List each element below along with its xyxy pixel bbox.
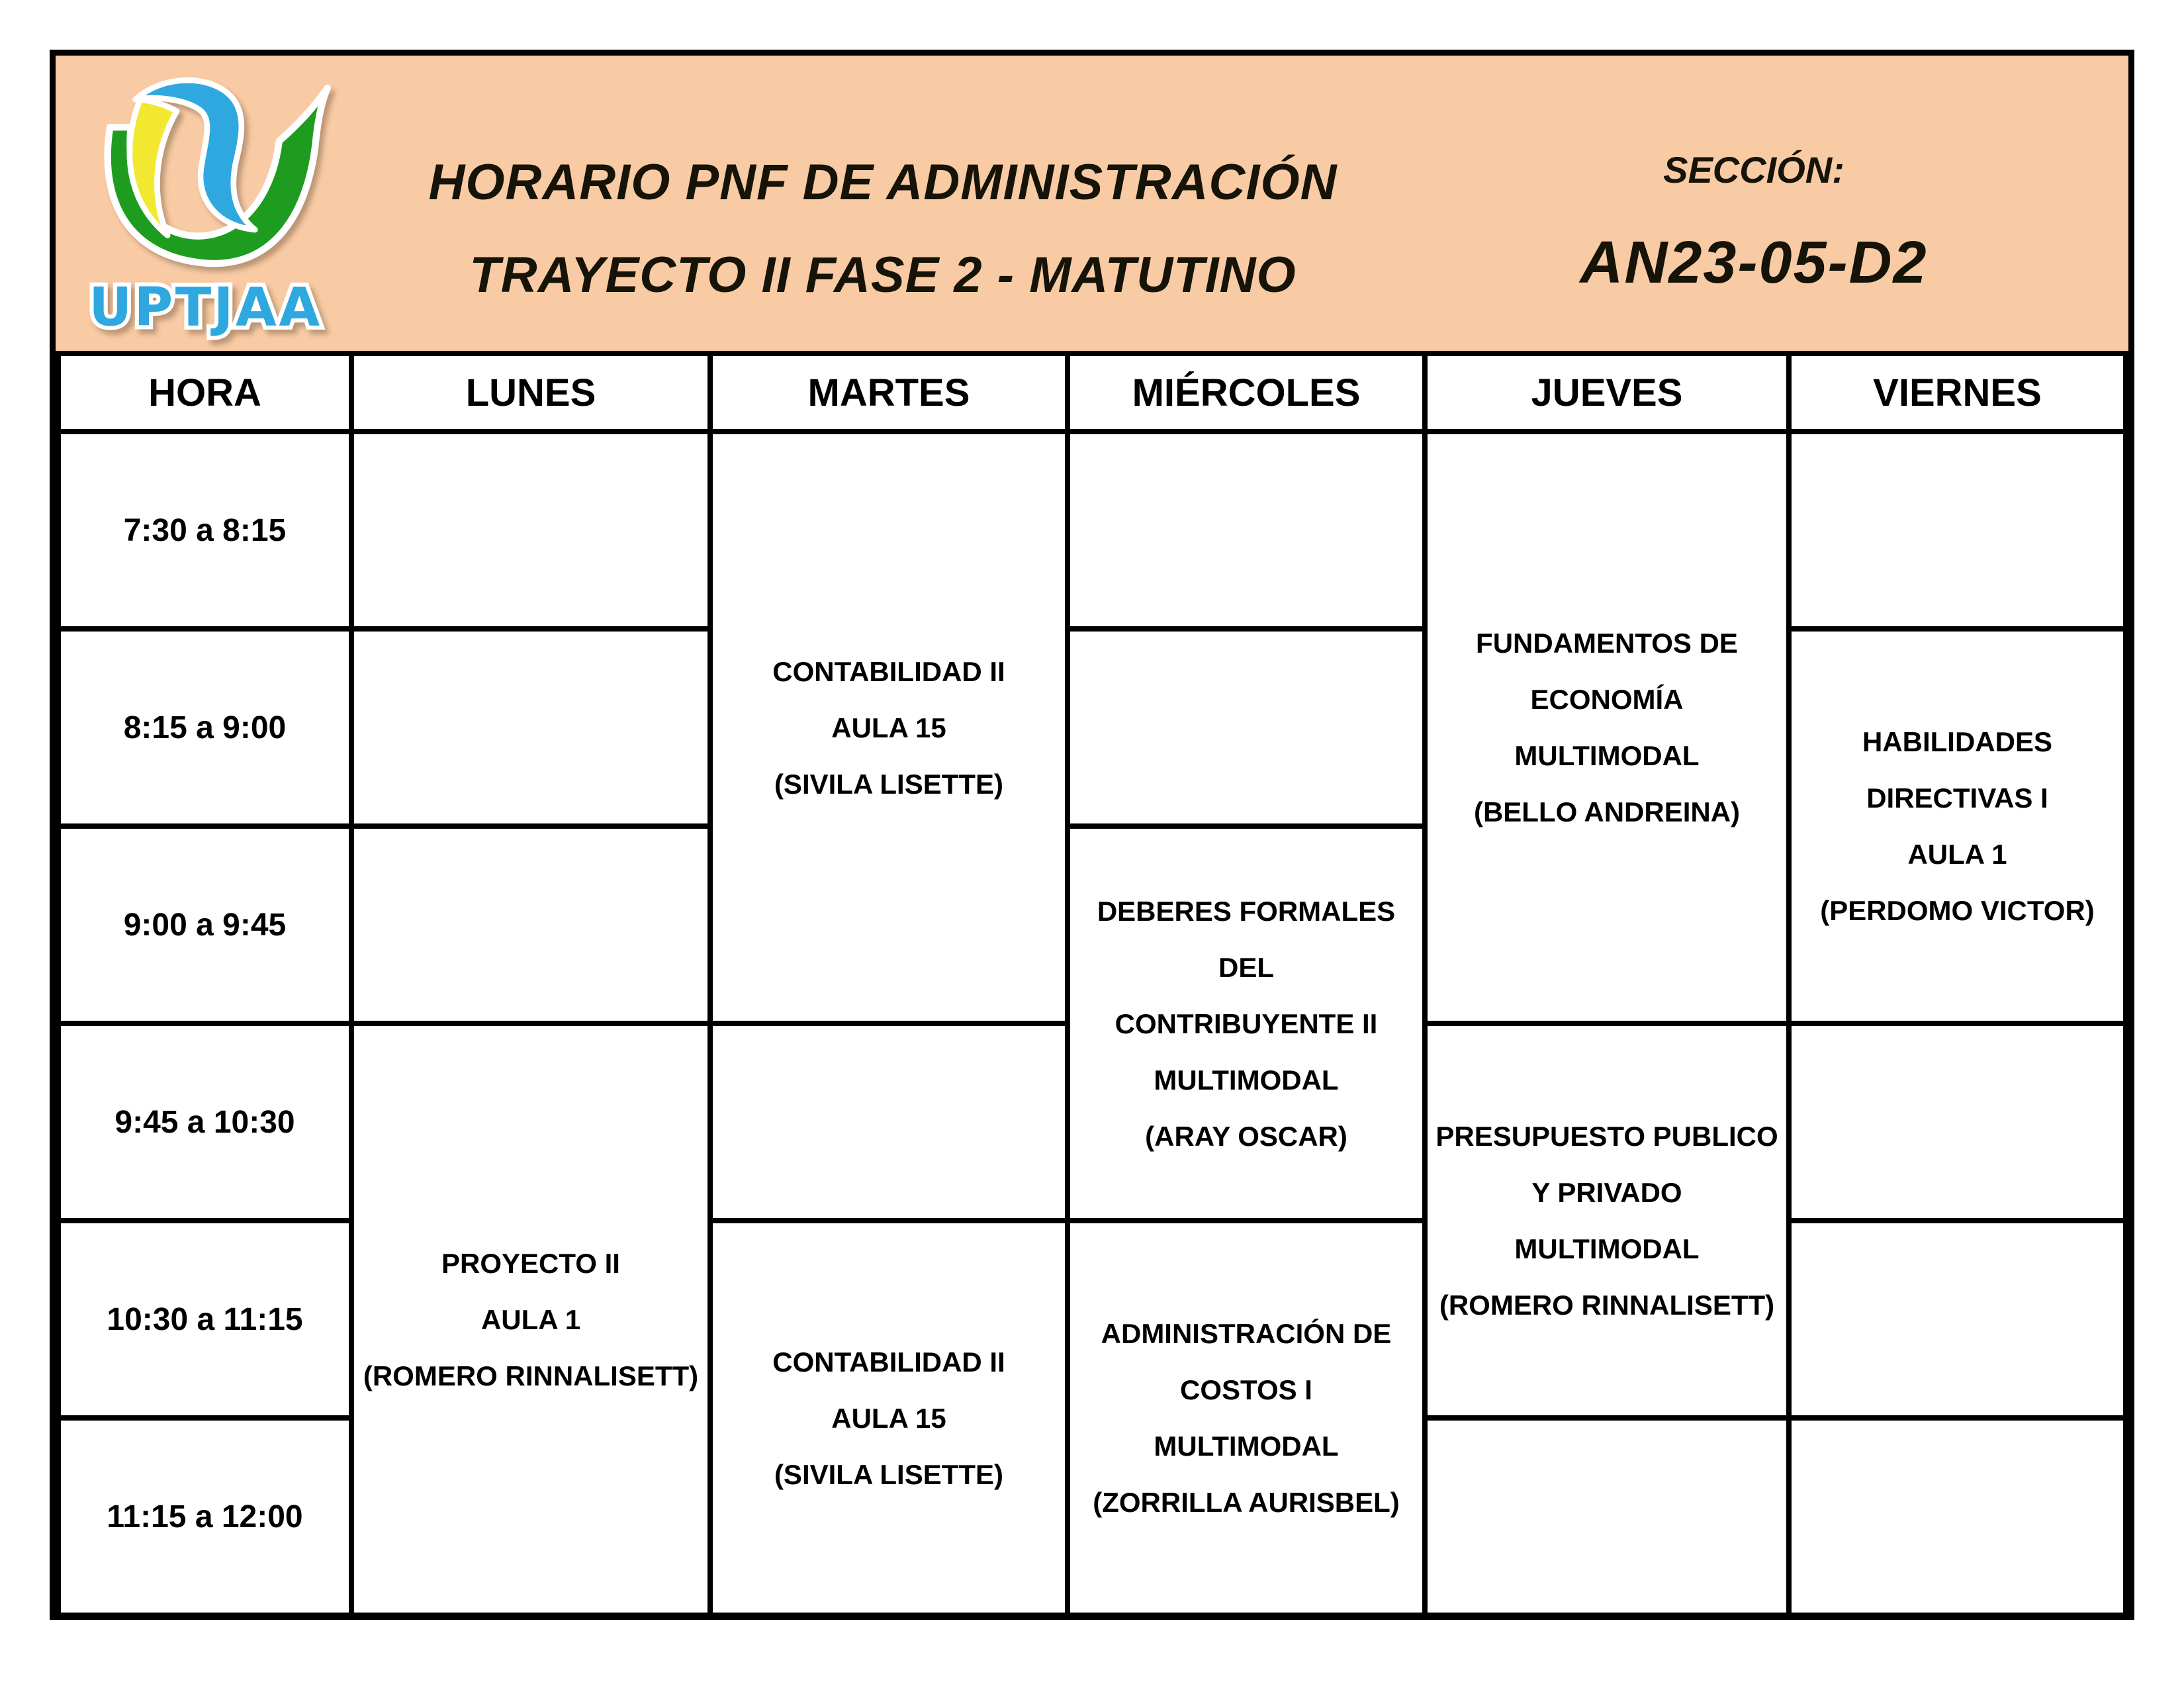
empty-cell-lunes-815 (351, 629, 710, 826)
empty-cell-viernes-730 (1789, 432, 2126, 629)
course-line: DEBERES FORMALES DEL (1097, 895, 1396, 983)
uptjaa-logo (56, 56, 387, 351)
course-line: (ROMERO RINNALISETT) (1439, 1289, 1775, 1321)
course-cell-habilidades (1789, 629, 2126, 1023)
course-line: AULA 15 (831, 1402, 946, 1434)
course-line: (ZORRILLA AURISBEL) (1093, 1487, 1400, 1518)
empty-cell-lunes-900 (351, 826, 710, 1023)
course-line: HABILIDADES (1862, 726, 2052, 757)
course-cell-presupuesto (1425, 1023, 1789, 1418)
course-line: ECONOMÍA (1530, 684, 1684, 715)
column-header-jueves: JUEVES (1425, 353, 1789, 432)
title-line-2: TRAYECTO II FASE 2 - MATUTINO (469, 247, 1297, 303)
empty-cell-martes-945 (710, 1023, 1068, 1221)
section-block (1379, 56, 2128, 351)
time-cell-900: 9:00 a 9:45 (58, 826, 351, 1023)
section-label: SECCIÓN: (1663, 149, 1844, 191)
course-line: (PERDOMO VICTOR) (1820, 895, 2095, 926)
column-header-martes: MARTES (710, 353, 1068, 432)
schedule-table (56, 351, 2128, 1618)
time-cell-1115: 11:15 a 12:00 (58, 1418, 351, 1615)
course-line: MULTIMODAL (1514, 740, 1700, 771)
course-line: AULA 15 (831, 712, 946, 743)
row-730 (58, 432, 2126, 629)
course-line: MULTIMODAL (1154, 1064, 1339, 1096)
time-cell-1030: 10:30 a 11:15 (58, 1221, 351, 1418)
course-cell-costos (1068, 1221, 1425, 1615)
course-cell-contabilidad-pm (710, 1221, 1068, 1615)
empty-cell-miercoles-815 (1068, 629, 1425, 826)
course-line: DIRECTIVAS I (1866, 782, 2048, 814)
empty-cell-jueves-1115 (1425, 1418, 1789, 1615)
row-815 (58, 629, 2126, 826)
schedule-sheet (50, 50, 2134, 1620)
empty-cell-viernes-1115 (1789, 1418, 2126, 1615)
course-line: Y PRIVADO (1531, 1177, 1682, 1208)
course-cell-contabilidad-am (710, 432, 1068, 1023)
column-header-viernes: VIERNES (1789, 353, 2126, 432)
course-line: (SIVILA LISETTE) (774, 1458, 1004, 1490)
header-band (56, 56, 2128, 351)
course-line: (ROMERO RINNALISETT) (363, 1360, 699, 1391)
course-line: MULTIMODAL (1514, 1233, 1700, 1264)
logo-wordmark: UPTJAA (89, 276, 322, 338)
course-line: (BELLO ANDREINA) (1473, 796, 1741, 827)
empty-cell-viernes-1030 (1789, 1221, 2126, 1418)
course-line: CONTABILIDAD II (772, 655, 1005, 687)
course-line: COSTOS I (1180, 1374, 1312, 1405)
course-line: PROYECTO II (441, 1247, 620, 1279)
course-line: (SIVILA LISETTE) (774, 768, 1004, 800)
course-line: FUNDAMENTOS DE (1476, 628, 1738, 659)
section-value: AN23-05-D2 (1580, 230, 1928, 296)
column-header-lunes: LUNES (351, 353, 710, 432)
course-cell-deberes (1068, 826, 1425, 1221)
course-cell-fundamentos (1425, 432, 1789, 1023)
course-line: CONTABILIDAD II (772, 1346, 1005, 1378)
course-line: ADMINISTRACIÓN DE (1101, 1318, 1392, 1349)
time-cell-945: 9:45 a 10:30 (58, 1023, 351, 1221)
time-cell-730: 7:30 a 8:15 (58, 432, 351, 629)
time-cell-815: 8:15 a 9:00 (58, 629, 351, 826)
title-line-1: HORARIO PNF DE ADMINISTRACIÓN (428, 154, 1338, 211)
empty-cell-miercoles-730 (1068, 432, 1425, 629)
empty-cell-viernes-945 (1789, 1023, 2126, 1221)
course-line: CONTRIBUYENTE II (1115, 1008, 1378, 1039)
schedule-title (387, 56, 1379, 351)
course-line: (ARAY OSCAR) (1145, 1120, 1347, 1152)
course-cell-proyecto (351, 1023, 710, 1615)
course-line: AULA 1 (1907, 839, 2007, 870)
course-line: MULTIMODAL (1154, 1430, 1339, 1462)
course-line: AULA 1 (480, 1303, 581, 1335)
day-header-row (58, 353, 2126, 432)
empty-cell-lunes-730 (351, 432, 710, 629)
column-header-hora: HORA (58, 353, 351, 432)
column-header-miercoles: MIÉRCOLES (1068, 353, 1425, 432)
uptjaa-u-icon (75, 65, 340, 342)
course-line: PRESUPUESTO PUBLICO (1435, 1121, 1778, 1152)
